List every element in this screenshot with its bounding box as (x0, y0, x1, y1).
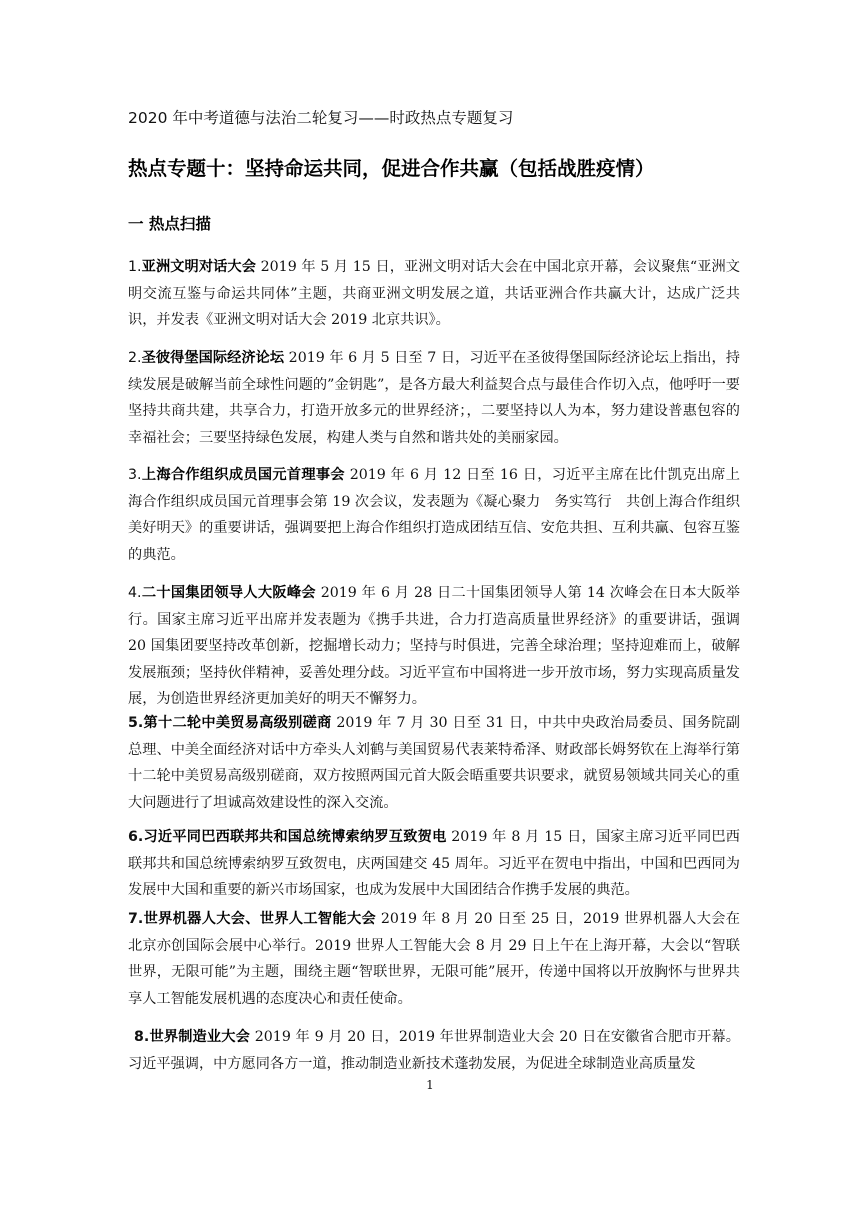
item-body: 2019 年 6 月 12 日至 16 日，习近平主席在比什凯克出席上海合作组织成员国元首理事会第 19 次会议，发表题为《凝心聚力 务实笃行 共创上海合作组织美好明天》的重要讲话，强调要把上海合作组织打造成团结互信、安危共担、互利共赢、包容互鉴的典范。 (128, 467, 740, 563)
item-number: 7. (128, 911, 144, 927)
item-body: 2019 年 6 月 5 日至 7 日，习近平在圣彼得堡国际经济论坛上指出，持续发展是破解当前全球性问题的”金钥匙”，是各方最大利益契合点与最佳合作切入点，他呼吁一要坚持共商共建，共享合力，打造开放多元的世界经济；，二要坚持以人为本，努力建设普惠包容的幸福社会；三要坚持绿色发展，构建人类与自然和谐共处的美丽家园。 (128, 350, 740, 446)
page-number: 1 (426, 1078, 434, 1092)
hotspot-item-7 (128, 906, 740, 1012)
hotspot-item-2 (128, 345, 740, 451)
item-heading: 圣彼得堡国际经济论坛 (141, 350, 285, 366)
item-body: 2019 年 9 月 20 日，2019 年世界制造业大会 20 日在安徽省合肥市开幕。习近平强调，中方愿同各方一道，推动制造业新技术蓬勃发展，为促进全球制造业高质量发 (128, 1029, 740, 1072)
item-number: 4. (128, 585, 142, 601)
item-heading: 二十国集团领导人大阪峰会 (141, 585, 316, 601)
item-body: 2019 年 5 月 15 日，亚洲文明对话大会在中国北京开幕，会议聚焦“亚洲文明交流互鉴与命运共同体”主题，共商亚洲文明发展之道，共话亚洲合作共赢大计，达成广泛共识，并发表《亚洲文明对话大会 2019 北京共识》。 (128, 259, 740, 329)
topic-title: 热点专题十：坚持命运共同，促进合作共赢（包括战胜疫情） (128, 157, 655, 180)
item-number: 1. (128, 259, 142, 275)
document-title: 2020 年中考道德与法治二轮复习——时政热点专题复习 (128, 109, 514, 127)
item-number: 3. (128, 467, 142, 483)
item-heading: 习近平同巴西联邦共和国总统博索纳罗互致贺电 (143, 829, 447, 845)
item-heading: 亚洲文明对话大会 (141, 259, 256, 275)
item-heading: 第十二轮中美贸易高级别磋商 (143, 715, 332, 731)
item-number: 8. (134, 1029, 150, 1045)
hotspot-item-3 (128, 462, 740, 568)
hotspot-item-6 (128, 824, 740, 904)
item-number: 6. (128, 829, 144, 845)
item-heading: 世界制造业大会 (149, 1029, 251, 1045)
hotspot-item-1 (128, 254, 740, 334)
item-body: 2019 年 8 月 15 日，国家主席习近平同巴西联邦共和国总统博索纳罗互致贺电，庆两国建交 45 周年。习近平在贺电中指出，中国和巴西同为发展中大国和重要的新兴市场国家，也成为发展中大国团结合作携手发展的典范。 (128, 829, 740, 899)
item-number: 2. (128, 350, 142, 366)
item-number: 5. (128, 715, 144, 731)
section-heading: 一 热点扫描 (128, 215, 211, 233)
item-body: 2019 年 8 月 20 日至 25 日，2019 世界机器人大会在北京亦创国际会展中心举行。2019 世界人工智能大会 8 月 29 日上午在上海开幕，大会以“智联世界，无限可能”为主题，围绕主题“智联世界，无限可能”展开，传递中国将以开放胸怀与世界共享人工智能发展机遇的态度决心和责任使命。 (128, 911, 740, 1007)
item-heading: 世界机器人大会、世界人工智能大会 (143, 911, 377, 927)
hotspot-item-8 (128, 1024, 740, 1077)
item-heading: 上海合作组织成员国元首理事会 (141, 467, 345, 483)
item-body: 2019 年 6 月 28 日二十国集团领导人第 14 次峰会在日本大阪举行。国家主席习近平出席并发表题为《携手共进，合力打造高质量世界经济》的重要讲话，强调 20 国集团要坚持改革创新，挖掘增长动力；坚持与时俱进，完善全球治理；坚持迎难而上，破解发展瓶颈；坚持伙伴精神，妥善处理分歧。习近平宣布中国将进一步开放市场，努力实现高质量发展，为创造世界经济更加美好的明天不懈努力。 (128, 585, 740, 708)
hotspot-item-5 (128, 710, 740, 816)
hotspot-item-4 (128, 580, 740, 713)
item-body: 2019 年 7 月 30 日至 31 日，中共中央政治局委员、国务院副总理、中美全面经济对话中方牵头人刘鹤与美国贸易代表莱特希泽、财政部长姆努钦在上海举行第十二轮中美贸易高级别磋商，双方按照两国元首大阪会晤重要共识要求，就贸易领域共同关心的重大问题进行了坦诚高效建设性的深入交流。 (128, 715, 740, 811)
